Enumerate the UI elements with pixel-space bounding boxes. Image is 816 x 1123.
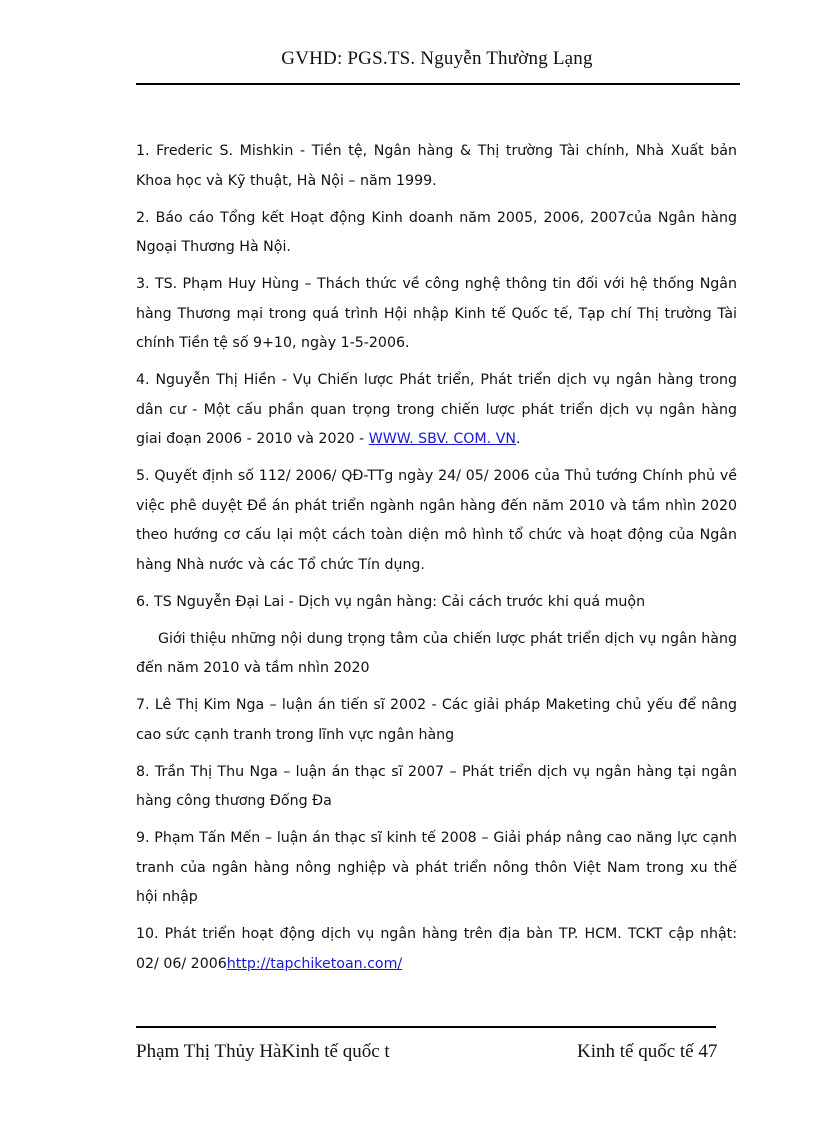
reference-item [136,691,737,750]
reference-text: 2. Báo cáo Tổng kết Hoạt động Kinh doanh năm 2005, 2006, 2007của Ngân hàng Ngoại Thương Hà Nội. [136,209,737,255]
reference-text-after: . [516,431,521,447]
reference-text: 1. Frederic S. Mishkin - Tiền tệ, Ngân hàng & Thị trường Tài chính, Nhà Xuất bản Khoa học và Kỹ thuật, Hà Nội – năm 1999. [136,143,737,189]
reference-item [136,270,737,359]
reference-item [136,920,737,979]
reference-text: 4. Nguyễn Thị Hiền - Vụ Chiến lược Phát triển, Phát triển dịch vụ ngân hàng trong dân cư - Một cấu phần quan trọng trong chiến lược phát triển dịch vụ ngân hàng giai đoạn 2006 - 2010 và 2020 - [136,372,737,447]
header-rule [136,83,740,85]
reference-text: 3. TS. Phạm Huy Hùng – Thách thức về công nghệ thông tin đối với hệ thống Ngân hàng Thương mại trong quá trình Hội nhập Kinh tế Quốc tế, Tạp chí Thị trường Tài chính Tiền tệ số 9+10, ngày 1-5-2006. [136,276,737,351]
reference-item [136,204,737,263]
reference-text: 5. Quyết định số 112/ 2006/ QĐ-TTg ngày 24/ 05/ 2006 của Thủ tướng Chính phủ về việc phê duyệt Đề án phát triển ngành ngân hàng đến năm 2010 và tầm nhìn 2020 theo hướng cơ cấu lại một cách toàn diện mô hình tổ chức và hoạt động của Ngân hàng Nhà nước và các Tổ chức Tín dụng. [136,468,737,573]
footer-page-number: Kinh tế quốc tế 47 [577,1041,718,1062]
reference-item [136,588,737,618]
reference-text: 6. TS Nguyễn Đại Lai - Dịch vụ ngân hàng: Cải cách trước khi quá muộn [136,593,646,610]
reference-list [136,137,737,987]
reference-item [136,366,737,455]
reference-text: Giới thiệu những nội dung trọng tâm của chiến lược phát triển dịch vụ ngân hàng đến năm 2010 và tầm nhìn 2020 [136,630,737,676]
footer-rule [136,1026,716,1028]
reference-item [136,462,737,580]
reference-text: 9. Phạm Tấn Mến – luận án thạc sĩ kinh tế 2008 – Giải pháp nâng cao năng lực cạnh tranh của ngân hàng nông nghiệp và phát triển nông thôn Việt Nam trong xu thế hội nhập [136,830,737,905]
reference-text: 8. Trần Thị Thu Nga – luận án thạc sĩ 2007 – Phát triển dịch vụ ngân hàng tại ngân hàng công thương Đống Đa [136,763,737,809]
reference-text: 10. Phát triển hoạt động dịch vụ ngân hàng trên địa bàn TP. HCM. TCKT cập nhật: 02/ 06/ 2006 [136,926,737,972]
page-header-title: GVHD: PGS.TS. Nguyễn Thường Lạng [281,48,593,69]
reference-note [136,625,737,684]
reference-item [136,758,737,817]
reference-item [136,824,737,913]
reference-link[interactable]: http://tapchiketoan.com/ [226,955,403,972]
reference-item [136,137,737,196]
reference-text: 7. Lê Thị Kim Nga – luận án tiến sĩ 2002 - Các giải pháp Maketing chủ yếu để nâng cao sức cạnh tranh trong lĩnh vực ngân hàng [136,697,737,743]
reference-link[interactable]: WWW. SBV. COM. VN [368,431,517,447]
footer-author: Phạm Thị Thủy HàKinh tế quốc t [136,1041,390,1062]
